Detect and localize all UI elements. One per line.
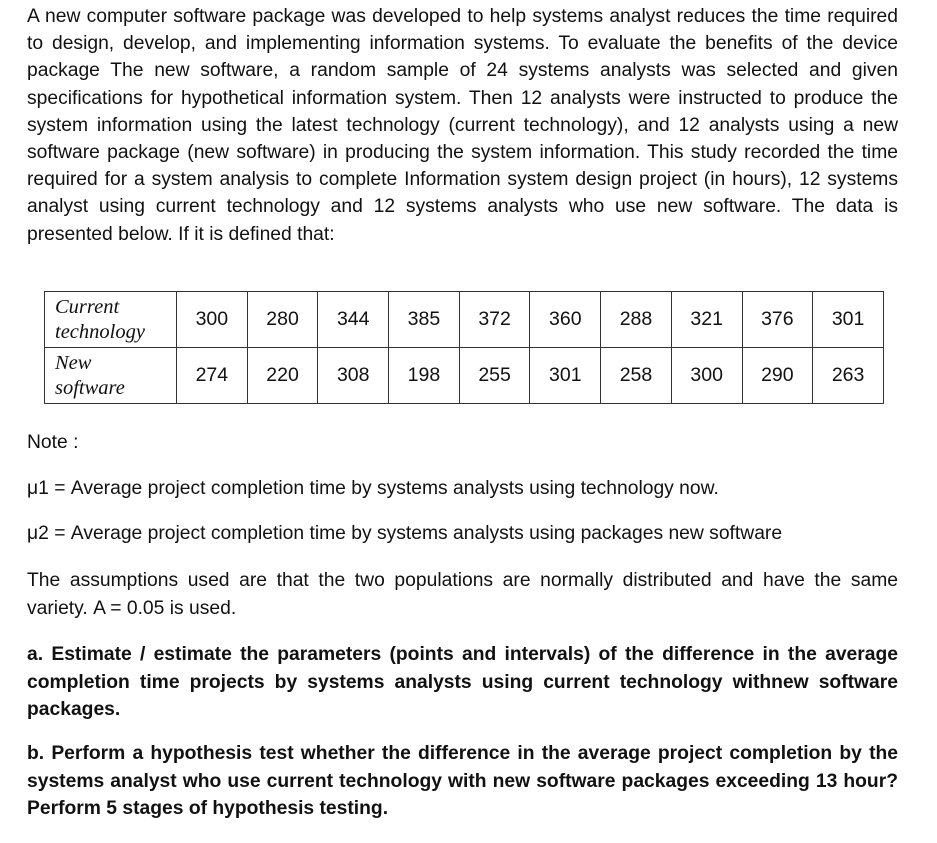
note-heading: Note : (27, 432, 79, 453)
table-cell: 301 (530, 348, 601, 404)
row-label-line: software (55, 376, 125, 399)
question-b: b. Perform a hypothesis test whether the difference in the average project completion by the systems analyst who use current technology with new software packages exceeding 13 hour? Perform 5 stages of hypothesis testing. (27, 743, 898, 819)
data-table (44, 291, 884, 404)
table-cell: 372 (459, 292, 530, 348)
table-cell: 300 (671, 348, 742, 404)
intro-paragraph: A new computer software package was developed to help systems analyst reduces the time required to design, develop, and implementing information systems. To evaluate the benefits of the device package The new software, a random sample of 24 systems analysts was selected and given specifications for hypothetical information system. Then 12 analysts were instructed to produce the system information using the latest technology (current technology), and 12 analysts using a new software package (new software) in producing the system information. This study recorded the time required for a system analysis to complete Information system design project (in hours), 12 systems analyst using current technology and 12 systems analysts who use new software. The data is presented below. If it is defined that: (27, 6, 898, 245)
table-cell: 288 (601, 292, 672, 348)
table-cell: 290 (742, 348, 813, 404)
table-cell: 274 (177, 348, 248, 404)
row-label-line: New (55, 351, 92, 374)
table-cell: 360 (530, 292, 601, 348)
table-cell: 344 (318, 292, 389, 348)
table-cell: 376 (742, 292, 813, 348)
table-cell: 301 (813, 292, 884, 348)
row-label-current-technology (45, 292, 177, 348)
question-a: a. Estimate / estimate the parameters (points and intervals) of the difference in the average completion time projects by systems analysts using current technology withnew software packages. (27, 644, 898, 720)
table-cell: 263 (813, 348, 884, 404)
table-row-new-software (45, 348, 884, 404)
table-cell: 321 (671, 292, 742, 348)
table-cell: 255 (459, 348, 530, 404)
row-label-line: Current (55, 295, 120, 318)
mu2-definition: μ2 = Average project completion time by systems analysts using packages new software (27, 523, 783, 544)
row-label-line: technology (55, 320, 145, 343)
table-cell: 220 (247, 348, 318, 404)
table-cell: 385 (389, 292, 460, 348)
table-cell: 300 (177, 292, 248, 348)
assumptions-paragraph: The assumptions used are that the two populations are normally distributed and have the same variety. Α = 0.05 is used. (27, 570, 898, 619)
row-label-new-software (45, 348, 177, 404)
table-cell: 198 (389, 348, 460, 404)
table-row-current-technology (45, 292, 884, 348)
table-cell: 280 (247, 292, 318, 348)
mu1-definition: μ1 = Average project completion time by systems analysts using technology now. (27, 478, 719, 499)
table-cell: 258 (601, 348, 672, 404)
table-cell: 308 (318, 348, 389, 404)
